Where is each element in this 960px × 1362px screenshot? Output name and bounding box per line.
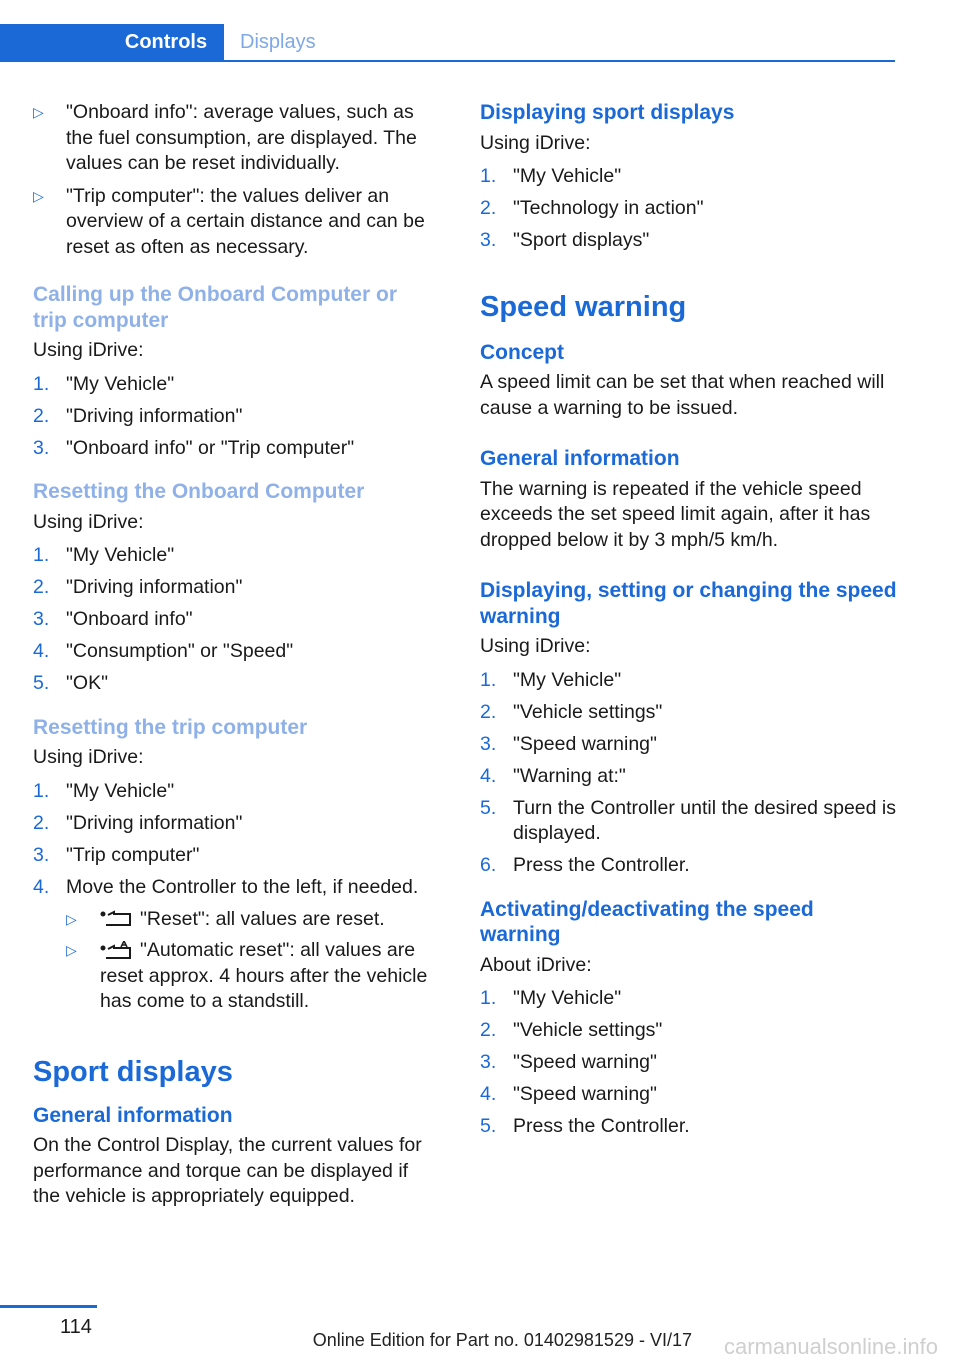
list-item: 4. "Consumption" or "Speed" — [33, 640, 294, 662]
list-item: 3. "Sport displays" — [480, 229, 650, 251]
intro-text: About iDrive: — [480, 953, 592, 976]
sub-bullet-reset: ▷ "Reset": all values are reset. — [66, 907, 433, 933]
heading-reset-onboard: Resetting the Onboard Computer — [33, 480, 365, 503]
heading-displaying-sport: Displaying sport displays — [480, 101, 735, 124]
list-item: 1. "My Vehicle" — [480, 668, 622, 691]
list-item: 4. "Warning at:" — [480, 764, 626, 787]
triangle-bullet-icon: ▷ — [66, 942, 77, 958]
triangle-bullet-icon: ▷ — [33, 104, 44, 120]
steps-reset-onboard — [33, 543, 433, 697]
list-item: 2. "Driving information" — [33, 811, 243, 834]
header-bar — [0, 24, 895, 62]
list-item: 2. "Vehicle settings" — [480, 1019, 663, 1041]
steps-reset-trip — [33, 779, 433, 901]
intro-text: Using iDrive: — [480, 635, 591, 657]
list-item: 6. Press the Controller. — [480, 854, 690, 876]
list-item: 2. "Technology in action" — [480, 197, 704, 219]
footer-divider — [0, 1305, 97, 1308]
right-column — [480, 100, 900, 1146]
tab-displays[interactable]: Displays — [240, 30, 316, 53]
triangle-bullet-icon: ▷ — [66, 910, 77, 927]
paragraph-sport: On the Control Display, the current values for performance and torque can be displayed if the vehicle is appropriately equipped. — [33, 1134, 422, 1207]
watermark: carmanualsonline.info — [723, 1334, 938, 1359]
heading-calling-up: Calling up the Onboard Computer or trip computer — [33, 283, 397, 332]
list-item: 5. Turn the Controller until the desired speed is displayed. — [480, 796, 896, 844]
list-item: 4. "Speed warning" — [480, 1083, 657, 1105]
list-item: 4. Move the Controller to the left, if needed. — [33, 875, 419, 898]
sub-bullet-automatic-reset: ▷ "Automatic reset": all values are reset approx. 4 hours after the vehicle has come to a standstill. — [66, 938, 433, 1015]
list-item: 3. "Onboard info" — [33, 608, 193, 630]
intro-text: Using iDrive: — [480, 131, 591, 154]
header-divider — [0, 60, 895, 62]
left-column — [33, 100, 433, 1210]
heading-reset-trip: Resetting the trip computer — [33, 715, 308, 739]
heading-activating: Activating/deactivating the speed warning — [480, 897, 814, 946]
steps-setting — [480, 668, 900, 879]
heading-setting-speed-warning: Displaying, setting or changing the speed warning — [480, 579, 897, 628]
steps-activating — [480, 986, 900, 1140]
steps-sport-displays — [480, 164, 900, 254]
list-item: 3. "Trip computer" — [33, 843, 200, 866]
steps-calling-up — [33, 372, 433, 462]
automatic-reset-symbol-icon — [100, 941, 134, 961]
heading-general-information: General information — [480, 447, 680, 470]
intro-text: Using iDrive: — [33, 746, 144, 768]
list-item: 1. "My Vehicle" — [33, 372, 175, 395]
page-number: 114 — [60, 1316, 92, 1338]
intro-text: Using iDrive: — [33, 510, 144, 533]
bullet-item: ▷ "Trip computer": the values deliver an overview of a certain distance and can be reset as often as necessary. — [33, 184, 433, 261]
list-item: 1. "My Vehicle" — [33, 779, 175, 802]
list-item: 3. "Onboard info" or "Trip computer" — [33, 436, 355, 459]
heading-concept: Concept — [480, 340, 564, 364]
tab-controls[interactable]: Controls — [0, 24, 224, 60]
list-item: 1. "My Vehicle" — [33, 544, 175, 566]
edition-text: Online Edition for Part no. 01402981529 - VI/17 — [312, 1330, 692, 1350]
heading-sport-displays: Sport displays — [33, 1055, 233, 1088]
list-item: 5. Press the Controller. — [480, 1115, 690, 1137]
reset-symbol-icon — [100, 910, 134, 928]
paragraph-general: The warning is repeated if the vehicle speed exceeds the set speed limit again, after it has dropped below it by 3 mph/5 km/h. — [480, 477, 871, 551]
list-item: 5. "OK" — [33, 672, 109, 694]
list-item: 2. "Driving information" — [33, 576, 243, 598]
list-item: 1. "My Vehicle" — [480, 165, 622, 187]
list-item: 1. "My Vehicle" — [480, 987, 622, 1009]
intro-text: Using iDrive: — [33, 339, 144, 361]
list-item: 2. "Vehicle settings" — [480, 700, 663, 723]
paragraph-concept: A speed limit can be set that when reached will cause a warning to be issued. — [480, 371, 885, 419]
list-item: 3. "Speed warning" — [480, 732, 657, 755]
list-item: 3. "Speed warning" — [480, 1051, 657, 1073]
list-item: 2. "Driving information" — [33, 404, 243, 427]
triangle-bullet-icon: ▷ — [33, 187, 44, 204]
bullet-item: ▷ "Onboard info": average values, such as the fuel consumption, are displayed. The values can be reset individually. — [33, 100, 433, 177]
heading-general-information: General information — [33, 1103, 233, 1127]
heading-speed-warning: Speed warning — [480, 290, 687, 323]
